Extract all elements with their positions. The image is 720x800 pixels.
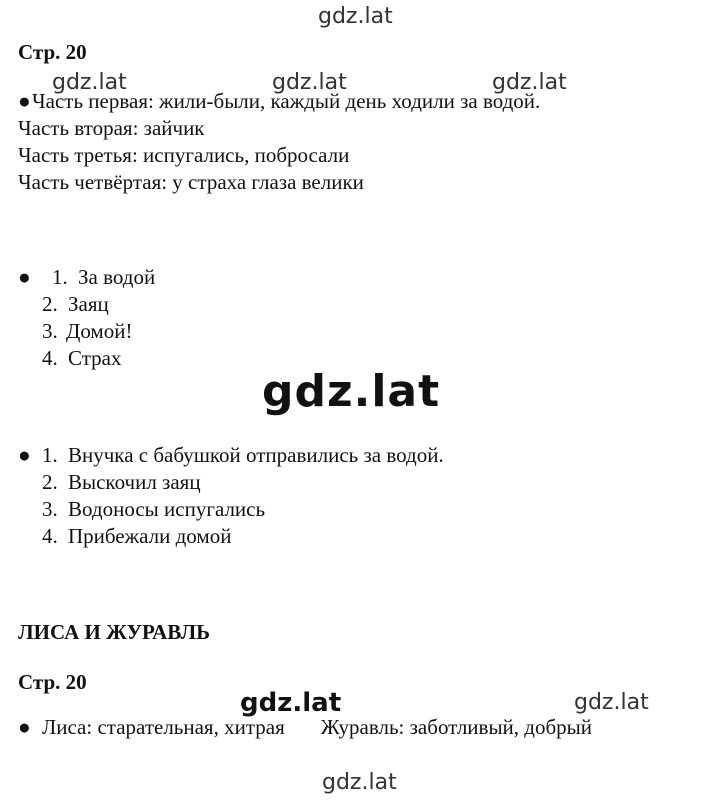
- list-item: [18, 264, 155, 291]
- watermark-large: gdz.lat: [262, 366, 441, 417]
- list-text: Прибежали домой: [68, 524, 232, 548]
- list-item: [42, 345, 121, 372]
- list-number: 4.: [42, 346, 58, 370]
- bullet: ●: [18, 715, 31, 739]
- story-title: ЛИСА И ЖУРАВЛЬ: [18, 620, 211, 644]
- bullet: ●: [18, 265, 31, 289]
- list-text: За водой: [78, 265, 156, 289]
- page-heading: Стр. 20: [18, 670, 87, 694]
- list-text: Страх: [68, 346, 122, 370]
- list-item: [42, 469, 201, 496]
- list-number: 4.: [42, 524, 58, 548]
- list-number: 2.: [42, 470, 58, 494]
- list-text: Домой!: [66, 319, 133, 343]
- watermark-row-3: gdz.lat: [492, 70, 567, 95]
- list-item: [42, 291, 109, 318]
- list-number: 3.: [42, 497, 58, 521]
- list-text: Выскочил заяц: [68, 470, 201, 494]
- list-text: Водоносы испугались: [68, 497, 266, 521]
- list-item: [42, 523, 231, 550]
- fox-traits: Лиса: старательная, хитрая: [42, 715, 285, 739]
- characters-line: [18, 714, 592, 741]
- list-text: Внучка с бабушкой отправились за водой.: [68, 443, 444, 467]
- list-number: 1.: [52, 265, 68, 289]
- page-heading: Стр. 20: [18, 40, 87, 64]
- list-text: Заяц: [68, 292, 109, 316]
- part-line: [18, 88, 540, 115]
- crane-traits: Журавль: заботливый, добрый: [320, 715, 593, 739]
- list-item: [42, 496, 265, 523]
- list-item: [42, 318, 132, 345]
- part-line: Часть вторая: зайчик: [18, 116, 205, 140]
- list-number: 3.: [42, 319, 58, 343]
- list-number: 2.: [42, 292, 58, 316]
- bullet: ●: [18, 443, 31, 467]
- watermark-bottom-left: gdz.lat: [240, 688, 342, 718]
- part-line: Часть четвёртая: у страха глаза велики: [18, 170, 364, 194]
- watermark-row-2: gdz.lat: [272, 70, 347, 95]
- part-text: Часть первая: жили-были, каждый день ходили за водой.: [32, 89, 541, 113]
- part-line: Часть третья: испугались, побросали: [18, 143, 350, 167]
- watermark-top: gdz.lat: [318, 4, 393, 29]
- watermark-footer: gdz.lat: [322, 770, 397, 795]
- watermark-row-1: gdz.lat: [52, 70, 127, 95]
- watermark-bottom-right: gdz.lat: [574, 690, 649, 715]
- bullet: ●: [18, 89, 31, 113]
- list-item: [18, 442, 444, 469]
- list-number: 1.: [42, 443, 58, 467]
